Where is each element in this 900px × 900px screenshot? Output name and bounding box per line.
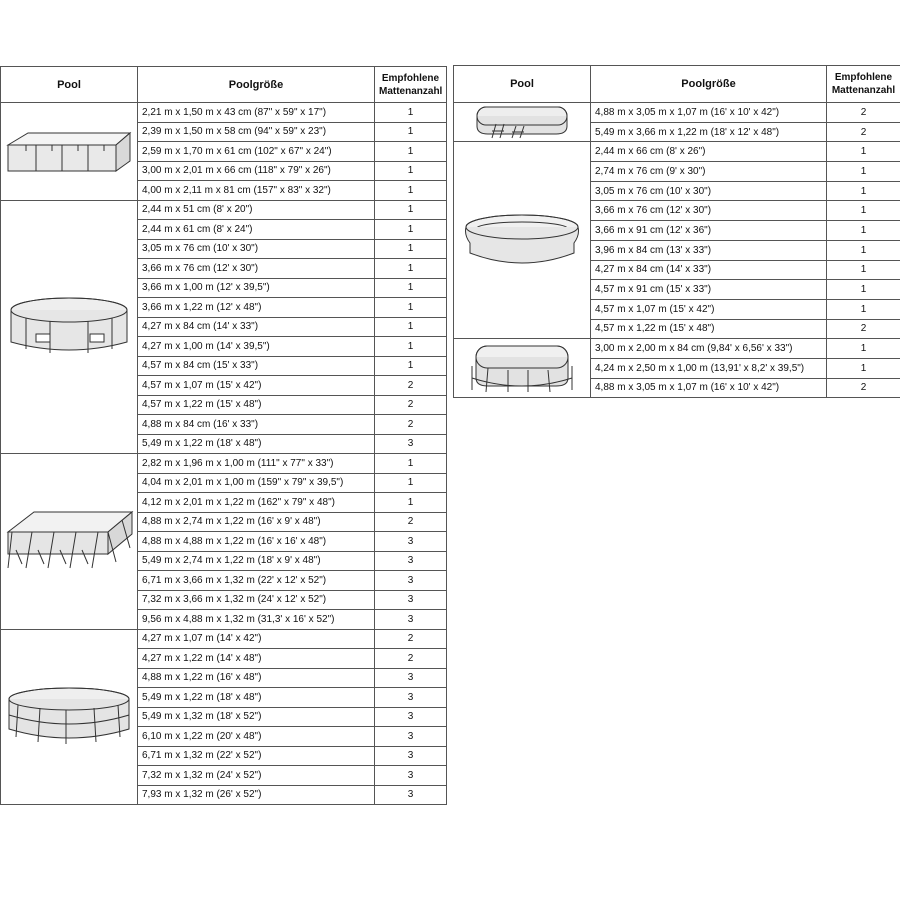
recommended-mats-cell: 3 bbox=[375, 766, 447, 786]
pool-size-cell: 4,27 m x 1,07 m (14' x 42") bbox=[138, 629, 375, 649]
recommended-mats-cell: 1 bbox=[827, 221, 900, 241]
pool-size-cell: 5,49 m x 1,22 m (18' x 48") bbox=[138, 434, 375, 454]
recommended-mats-cell: 3 bbox=[375, 571, 447, 591]
pool-size-cell: 6,71 m x 1,32 m (22' x 52") bbox=[138, 746, 375, 766]
pool-size-cell: 4,24 m x 2,50 m x 1,00 m (13,91' x 8,2' x 39,5") bbox=[591, 358, 827, 378]
recommended-mats-cell: 2 bbox=[375, 649, 447, 669]
header-pool-size: Poolgröße bbox=[138, 67, 375, 103]
pool-size-cell: 4,57 m x 1,07 m (15' x 42") bbox=[138, 376, 375, 396]
round-metal-frame-pool-icon bbox=[1, 294, 137, 360]
pool-size-cell: 4,57 m x 1,22 m (15' x 48") bbox=[591, 319, 827, 339]
recommended-mats-cell: 1 bbox=[827, 358, 900, 378]
recommended-mats-cell: 3 bbox=[375, 785, 447, 805]
header-pool: Pool bbox=[1, 67, 138, 103]
recommended-mats-cell: 2 bbox=[375, 376, 447, 396]
pool-size-cell: 2,21 m x 1,50 m x 43 cm (87" x 59" x 17") bbox=[138, 103, 375, 123]
header-recommended-mats bbox=[827, 66, 900, 103]
recommended-mats-cell: 3 bbox=[375, 551, 447, 571]
pool-size-cell: 4,12 m x 2,01 m x 1,22 m (162" x 79" x 48") bbox=[138, 493, 375, 513]
table-row bbox=[454, 103, 900, 123]
header-mats-line2: Mattenanzahl bbox=[831, 85, 896, 96]
recommended-mats-cell: 1 bbox=[375, 142, 447, 162]
pool-size-cell: 3,96 m x 84 cm (13' x 33") bbox=[591, 240, 827, 260]
pool-size-cell: 3,00 m x 2,00 m x 84 cm (9,84' x 6,56' x 33") bbox=[591, 339, 827, 359]
pool-size-cell: 4,57 m x 1,07 m (15' x 42") bbox=[591, 299, 827, 319]
header-mats-line2: Mattenanzahl bbox=[379, 85, 443, 97]
recommended-mats-cell: 2 bbox=[827, 103, 900, 123]
pool-size-cell: 3,66 m x 1,00 m (12' x 39,5") bbox=[138, 278, 375, 298]
pool-size-cell: 5,49 m x 1,22 m (18' x 48") bbox=[138, 688, 375, 708]
recommended-mats-cell: 1 bbox=[827, 181, 900, 201]
pool-size-cell: 2,44 m x 66 cm (8' x 26") bbox=[591, 142, 827, 162]
recommended-mats-cell: 2 bbox=[375, 629, 447, 649]
pool-size-cell: 4,57 m x 84 cm (15' x 33") bbox=[138, 356, 375, 376]
header-mats-line1: Empfohlene bbox=[381, 72, 440, 84]
recommended-mats-cell: 3 bbox=[375, 727, 447, 747]
table-row bbox=[454, 142, 900, 162]
recommended-mats-cell: 1 bbox=[375, 220, 447, 240]
recommended-mats-cell: 1 bbox=[375, 473, 447, 493]
recommended-mats-cell: 2 bbox=[375, 512, 447, 532]
table-row bbox=[1, 103, 447, 123]
pool-size-cell: 5,49 m x 3,66 m x 1,22 m (18' x 12' x 48") bbox=[591, 122, 827, 142]
pool-size-cell: 2,59 m x 1,70 m x 61 cm (102" x 67" x 24") bbox=[138, 142, 375, 162]
recommended-mats-cell: 1 bbox=[375, 122, 447, 142]
pool-size-cell: 3,66 m x 76 cm (12' x 30") bbox=[138, 259, 375, 279]
pool-size-cell: 4,27 m x 1,22 m (14' x 48") bbox=[138, 649, 375, 669]
pool-size-cell: 4,27 m x 84 cm (14' x 33") bbox=[138, 317, 375, 337]
recommended-mats-cell: 1 bbox=[827, 339, 900, 359]
recommended-mats-cell: 3 bbox=[375, 434, 447, 454]
recommended-mats-cell: 2 bbox=[375, 415, 447, 435]
pool-image-cell bbox=[1, 454, 138, 630]
recommended-mats-cell: 1 bbox=[375, 181, 447, 201]
recommended-mats-cell: 1 bbox=[827, 240, 900, 260]
pool-size-cell: 4,04 m x 2,01 m x 1,00 m (159" x 79" x 39,5") bbox=[138, 473, 375, 493]
pool-size-cell: 2,74 m x 76 cm (9' x 30") bbox=[591, 162, 827, 182]
recommended-mats-cell: 1 bbox=[827, 201, 900, 221]
pool-size-cell: 4,88 m x 84 cm (16' x 33") bbox=[138, 415, 375, 435]
header-pool: Pool bbox=[454, 66, 591, 103]
pool-table-right bbox=[453, 65, 900, 398]
pool-size-cell: 3,66 m x 91 cm (12' x 36") bbox=[591, 221, 827, 241]
table-row bbox=[1, 629, 447, 649]
recommended-mats-cell: 2 bbox=[827, 319, 900, 339]
pool-size-cell: 3,00 m x 2,01 m x 66 cm (118" x 79" x 26") bbox=[138, 161, 375, 181]
pool-size-cell: 6,71 m x 3,66 m x 1,32 m (22' x 12' x 52") bbox=[138, 571, 375, 591]
pool-size-cell: 2,82 m x 1,96 m x 1,00 m (111" x 77" x 33") bbox=[138, 454, 375, 474]
pool-size-cell: 7,32 m x 1,32 m (24' x 52") bbox=[138, 766, 375, 786]
pool-image-cell bbox=[454, 103, 591, 142]
oval-frame-pool-icon bbox=[454, 104, 590, 140]
pool-size-cell: 4,88 m x 3,05 m x 1,07 m (16' x 10' x 42") bbox=[591, 103, 827, 123]
recommended-mats-cell: 3 bbox=[375, 707, 447, 727]
pool-size-cell: 7,93 m x 1,32 m (26' x 52") bbox=[138, 785, 375, 805]
recommended-mats-cell: 1 bbox=[375, 337, 447, 357]
recommended-mats-cell: 2 bbox=[827, 122, 900, 142]
recommended-mats-cell: 1 bbox=[827, 142, 900, 162]
recommended-mats-cell: 3 bbox=[375, 668, 447, 688]
pool-size-cell: 4,88 m x 2,74 m x 1,22 m (16' x 9' x 48") bbox=[138, 512, 375, 532]
pool-size-cell: 2,39 m x 1,50 m x 58 cm (94" x 59" x 23") bbox=[138, 122, 375, 142]
pool-size-cell: 3,05 m x 76 cm (10' x 30") bbox=[591, 181, 827, 201]
recommended-mats-cell: 1 bbox=[827, 162, 900, 182]
pool-size-cell: 4,27 m x 84 cm (14' x 33") bbox=[591, 260, 827, 280]
recommended-mats-cell: 1 bbox=[827, 280, 900, 300]
table-row bbox=[1, 454, 447, 474]
recommended-mats-cell: 1 bbox=[375, 356, 447, 376]
pool-image-cell bbox=[1, 629, 138, 805]
pool-image-cell bbox=[1, 103, 138, 201]
recommended-mats-cell: 1 bbox=[375, 200, 447, 220]
pool-size-cell: 4,27 m x 1,00 m (14' x 39,5") bbox=[138, 337, 375, 357]
pool-image-cell bbox=[1, 200, 138, 454]
header-mats-line1: Empfohlene bbox=[834, 72, 893, 83]
recommended-mats-cell: 3 bbox=[375, 688, 447, 708]
pool-size-cell: 5,49 m x 2,74 m x 1,22 m (18' x 9' x 48") bbox=[138, 551, 375, 571]
recommended-mats-cell: 1 bbox=[375, 454, 447, 474]
oval-ultra-frame-pool-icon bbox=[454, 342, 590, 394]
pool-image-cell bbox=[454, 339, 591, 398]
recommended-mats-cell: 2 bbox=[375, 395, 447, 415]
recommended-mats-cell: 3 bbox=[375, 590, 447, 610]
pool-size-cell: 9,56 m x 4,88 m x 1,32 m (31,3' x 16' x 52") bbox=[138, 610, 375, 630]
rectangular-frame-pool-icon bbox=[1, 127, 137, 175]
pool-size-cell: 4,57 m x 1,22 m (15' x 48") bbox=[138, 395, 375, 415]
pool-size-cell: 4,88 m x 3,05 m x 1,07 m (16' x 10' x 42") bbox=[591, 378, 827, 398]
pool-size-cell: 5,49 m x 1,32 m (18' x 52") bbox=[138, 707, 375, 727]
pool-size-cell: 6,10 m x 1,22 m (20' x 48") bbox=[138, 727, 375, 747]
pool-size-cell: 4,88 m x 1,22 m (16' x 48") bbox=[138, 668, 375, 688]
pool-size-cell: 3,05 m x 76 cm (10' x 30") bbox=[138, 239, 375, 259]
pool-image-cell bbox=[454, 142, 591, 339]
pool-size-cell: 3,66 m x 76 cm (12' x 30") bbox=[591, 201, 827, 221]
recommended-mats-cell: 1 bbox=[375, 161, 447, 181]
recommended-mats-cell: 1 bbox=[375, 317, 447, 337]
recommended-mats-cell: 1 bbox=[375, 298, 447, 318]
pool-size-cell: 4,88 m x 4,88 m x 1,22 m (16' x 16' x 48") bbox=[138, 532, 375, 552]
recommended-mats-cell: 1 bbox=[827, 260, 900, 280]
pool-table-left bbox=[0, 66, 447, 805]
header-recommended-mats bbox=[375, 67, 447, 103]
recommended-mats-cell: 1 bbox=[375, 278, 447, 298]
pool-size-cell: 2,44 m x 61 cm (8' x 24") bbox=[138, 220, 375, 240]
recommended-mats-cell: 3 bbox=[375, 532, 447, 552]
recommended-mats-cell: 3 bbox=[375, 610, 447, 630]
table-row bbox=[1, 200, 447, 220]
recommended-mats-cell: 1 bbox=[375, 103, 447, 123]
round-ultra-frame-pool-icon bbox=[1, 685, 137, 749]
rectangular-ultra-frame-pool-icon bbox=[1, 506, 137, 576]
recommended-mats-cell: 3 bbox=[375, 746, 447, 766]
recommended-mats-cell: 1 bbox=[827, 299, 900, 319]
pool-size-cell: 4,57 m x 91 cm (15' x 33") bbox=[591, 280, 827, 300]
pool-size-cell: 7,32 m x 3,66 m x 1,32 m (24' x 12' x 52") bbox=[138, 590, 375, 610]
recommended-mats-cell: 1 bbox=[375, 239, 447, 259]
table-row bbox=[454, 339, 900, 359]
pool-size-cell: 4,00 m x 2,11 m x 81 cm (157" x 83" x 32") bbox=[138, 181, 375, 201]
easy-set-inflatable-pool-icon bbox=[454, 209, 590, 271]
pool-size-cell: 2,44 m x 51 cm (8' x 20") bbox=[138, 200, 375, 220]
recommended-mats-cell: 2 bbox=[827, 378, 900, 398]
pool-size-cell: 3,66 m x 1,22 m (12' x 48") bbox=[138, 298, 375, 318]
header-pool-size: Poolgröße bbox=[591, 66, 827, 103]
recommended-mats-cell: 1 bbox=[375, 493, 447, 513]
recommended-mats-cell: 1 bbox=[375, 259, 447, 279]
